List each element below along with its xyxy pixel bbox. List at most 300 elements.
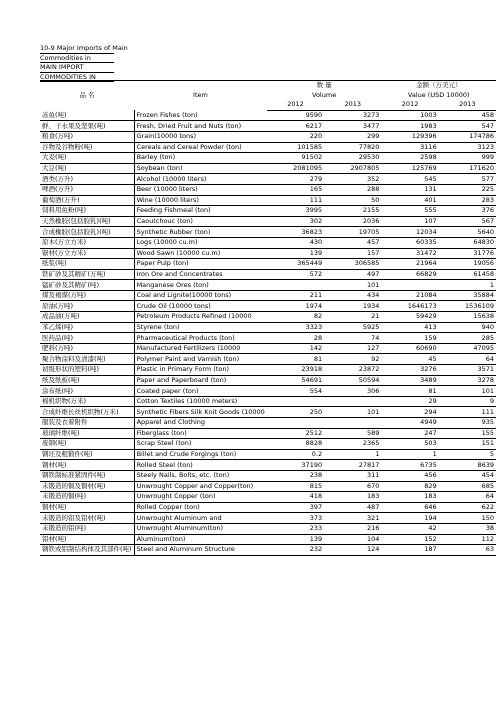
- cell-item-en: Cereals and Cereal Powder (ton): [134, 142, 267, 153]
- table-row: [40, 248, 496, 259]
- table-row: [40, 312, 496, 323]
- cell-value-2013: 155: [439, 428, 496, 439]
- cell-name-cn: 鲜、干水果及坚果(吨): [40, 121, 134, 132]
- cell-volume-2013: 3477: [324, 121, 381, 132]
- cell-volume-2012: 2081095: [267, 163, 324, 174]
- cell-item-en: Unwrought Aluminum(ton): [134, 523, 267, 534]
- cell-value-2012: 646: [381, 502, 438, 513]
- cell-item-en: Steel and Aluminum Structure: [134, 545, 267, 556]
- cell-value-2012: 2598: [381, 153, 438, 164]
- cell-value-2012: 3276: [381, 365, 438, 376]
- cell-name-cn: 天然橡胶(包括胶乳)(吨): [40, 216, 134, 227]
- cell-volume-2013: 101: [324, 280, 381, 291]
- cell-value-2013: 285: [439, 333, 496, 344]
- header-volume-cn: 数 量: [267, 81, 382, 91]
- cell-volume-2012: 430: [267, 237, 324, 248]
- cell-item-en: Plastic in Primary Form (ton): [134, 365, 267, 376]
- cell-value-2013: 9: [439, 396, 496, 407]
- cell-volume-2013: 92: [324, 354, 381, 365]
- cell-item-en: Frozen Fishes (ton): [134, 110, 267, 121]
- cell-volume-2013: 2155: [324, 206, 381, 217]
- table-row: [40, 184, 496, 195]
- cell-volume-2013: 434: [324, 290, 381, 301]
- table-row: [40, 386, 496, 397]
- cell-name-cn: 涂布纸(吨): [40, 386, 134, 397]
- cell-name-cn: 铁矿砂及其精矿(万吨): [40, 269, 134, 280]
- cell-item-en: Synthetic Rubber (ton): [134, 227, 267, 238]
- cell-item-en: Aluminum(ton): [134, 534, 267, 545]
- cell-value-2013: 101: [439, 386, 496, 397]
- cell-value-2012: 545: [381, 174, 438, 185]
- cell-value-2012: 1: [381, 449, 438, 460]
- cell-name-cn: 聚合物涂料及清漆(吨): [40, 354, 134, 365]
- cell-value-2013: 3571: [439, 365, 496, 376]
- cell-item-en: Pharmaceutical Products (ton): [134, 333, 267, 344]
- cell-value-2012: 3116: [381, 142, 438, 153]
- table-row: [40, 206, 496, 217]
- cell-value-2013: 3123: [439, 142, 496, 153]
- table-row: [40, 301, 496, 312]
- cell-name-cn: 废钢(吨): [40, 439, 134, 450]
- cell-volume-2013: 50: [324, 195, 381, 206]
- cell-item-en: Fresh, Dried Fruit and Nuts (ton): [134, 121, 267, 132]
- cell-item-en: Paper Pulp (ton): [134, 259, 267, 270]
- table-row: [40, 481, 496, 492]
- cell-name-cn: 酒类(万升): [40, 174, 134, 185]
- cell-value-2012: 829: [381, 481, 438, 492]
- cell-volume-2012: 0.2: [267, 449, 324, 460]
- cell-name-cn: 成品油(万吨): [40, 312, 134, 323]
- cell-volume-2012: 554: [267, 386, 324, 397]
- cell-volume-2013: 299: [324, 131, 381, 142]
- cell-value-2012: 129396: [381, 131, 438, 142]
- table-row: [40, 110, 496, 121]
- cell-value-2013: 577: [439, 174, 496, 185]
- table-row: [40, 396, 496, 407]
- cell-item-en: Coated paper (ton): [134, 386, 267, 397]
- cell-volume-2012: 302: [267, 216, 324, 227]
- cell-name-cn: 啤酒(万升): [40, 184, 134, 195]
- cell-volume-2012: 91502: [267, 153, 324, 164]
- cell-value-2013: 622: [439, 502, 496, 513]
- table-row: [40, 460, 496, 471]
- cell-item-en: Billet and Crude Forgings (ton): [134, 449, 267, 460]
- cell-volume-2013: 306585: [324, 259, 381, 270]
- cell-name-cn: 煤及褐煤(万吨): [40, 290, 134, 301]
- cell-name-cn: 纸及纸板(吨): [40, 375, 134, 386]
- cell-volume-2012: 101585: [267, 142, 324, 153]
- cell-name-cn: 原油(万吨): [40, 301, 134, 312]
- cell-item-en: Wine (10000 liters): [134, 195, 267, 206]
- cell-volume-2013: 77820: [324, 142, 381, 153]
- cell-volume-2013: 2907805: [324, 163, 381, 174]
- cell-volume-2012: 2512: [267, 428, 324, 439]
- cell-name-cn: 大麦(吨): [40, 153, 134, 164]
- cell-volume-2012: 238: [267, 470, 324, 481]
- cell-item-en: Polymer Paint and Varnish (ton): [134, 354, 267, 365]
- cell-volume-2012: 139: [267, 534, 324, 545]
- table-row: [40, 142, 496, 153]
- cell-value-2012: 401: [381, 195, 438, 206]
- cell-volume-2013: [324, 418, 381, 429]
- cell-volume-2013: 101: [324, 407, 381, 418]
- table-row: [40, 418, 496, 429]
- cell-item-en: Caoutchouc (ton): [134, 216, 267, 227]
- cell-value-2012: 45: [381, 354, 438, 365]
- cell-name-cn: 饲料用鱼粉(吨): [40, 206, 134, 217]
- cell-volume-2012: 37190: [267, 460, 324, 471]
- cell-value-2012: 29: [381, 396, 438, 407]
- table-row: [40, 502, 496, 513]
- cell-value-2013: 940: [439, 322, 496, 333]
- header-year: 2013: [324, 100, 381, 110]
- cell-name-cn: 未锻造的铝(吨): [40, 523, 134, 534]
- cell-volume-2012: 572: [267, 269, 324, 280]
- cell-volume-2012: 232: [267, 545, 324, 556]
- cell-value-2013: 1: [439, 280, 496, 291]
- cell-value-2012: 503: [381, 439, 438, 450]
- cell-volume-2013: 216: [324, 523, 381, 534]
- header-cn-name: 品 名: [40, 81, 134, 111]
- header-year: 2013: [439, 100, 496, 110]
- table-row: [40, 428, 496, 439]
- cell-volume-2012: 6217: [267, 121, 324, 132]
- cell-value-2013: 151: [439, 439, 496, 450]
- table-row: [40, 375, 496, 386]
- cell-value-2012: 1646173: [381, 301, 438, 312]
- cell-value-2013: 112: [439, 534, 496, 545]
- cell-value-2012: 247: [381, 428, 438, 439]
- cell-volume-2013: 127: [324, 343, 381, 354]
- table-row: [40, 269, 496, 280]
- cell-value-2012: [381, 280, 438, 291]
- cell-value-2013: 225: [439, 184, 496, 195]
- cell-volume-2012: [267, 418, 324, 429]
- cell-value-2013: 35884: [439, 290, 496, 301]
- cell-value-2013: 3278: [439, 375, 496, 386]
- table-row: [40, 343, 496, 354]
- import-table: [40, 80, 496, 556]
- cell-volume-2012: 397: [267, 502, 324, 513]
- cell-value-2013: 454: [439, 470, 496, 481]
- cell-value-2013: 8639: [439, 460, 496, 471]
- cell-volume-2012: 54691: [267, 375, 324, 386]
- cell-name-cn: 冻鱼(吨): [40, 110, 134, 121]
- cell-name-cn: 钢铁或铝制结构体及其部件(吨): [40, 545, 134, 556]
- table-row: [40, 439, 496, 450]
- cell-volume-2013: 74: [324, 333, 381, 344]
- cell-volume-2013: 29530: [324, 153, 381, 164]
- cell-value-2013: 1536109: [439, 301, 496, 312]
- cell-volume-2012: 3995: [267, 206, 324, 217]
- table-row: [40, 290, 496, 301]
- cell-volume-2013: 457: [324, 237, 381, 248]
- table-row: [40, 513, 496, 524]
- cell-value-2013: 150: [439, 513, 496, 524]
- cell-value-2012: 187: [381, 545, 438, 556]
- cell-value-2012: 194: [381, 513, 438, 524]
- cell-name-cn: 玻璃纤维(吨): [40, 428, 134, 439]
- cell-value-2012: 4949: [381, 418, 438, 429]
- cell-value-2012: 59429: [381, 312, 438, 323]
- cell-volume-2012: 211: [267, 290, 324, 301]
- cell-item-en: Logs (10000 cu.m): [134, 237, 267, 248]
- cell-volume-2012: 165: [267, 184, 324, 195]
- cell-value-2012: 1003: [381, 110, 438, 121]
- cell-volume-2012: 142: [267, 343, 324, 354]
- cell-value-2012: 60335: [381, 237, 438, 248]
- cell-value-2013: 283: [439, 195, 496, 206]
- header-year: 2012: [381, 100, 438, 110]
- cell-name-cn: 钢铁制标准紧固件(吨): [40, 470, 134, 481]
- cell-volume-2012: 9590: [267, 110, 324, 121]
- cell-volume-2013: 50594: [324, 375, 381, 386]
- cell-value-2012: 21964: [381, 259, 438, 270]
- cell-value-2013: 174786: [439, 131, 496, 142]
- cell-value-2013: 19056: [439, 259, 496, 270]
- cell-volume-2012: 23918: [267, 365, 324, 376]
- cell-item-en: Barley (ton): [134, 153, 267, 164]
- cell-value-2013: 935: [439, 418, 496, 429]
- title-line: COMMODITIES IN: [40, 73, 114, 83]
- cell-value-2013: 31776: [439, 248, 496, 259]
- title-line: MAIN IMPORT: [40, 63, 114, 73]
- cell-value-2012: 183: [381, 492, 438, 503]
- cell-value-2013: 5: [439, 449, 496, 460]
- table-row: [40, 322, 496, 333]
- cell-volume-2012: 36823: [267, 227, 324, 238]
- cell-volume-2012: 81: [267, 354, 324, 365]
- cell-value-2013: 458: [439, 110, 496, 121]
- cell-volume-2013: 1: [324, 449, 381, 460]
- cell-item-en: Synthetic Fibers Silk Knit Goods (10000: [134, 407, 267, 418]
- cell-value-2013: 61458: [439, 269, 496, 280]
- cell-volume-2012: 279: [267, 174, 324, 185]
- cell-volume-2013: 2365: [324, 439, 381, 450]
- table-row: [40, 449, 496, 460]
- cell-volume-2013: 352: [324, 174, 381, 185]
- cell-volume-2013: 321: [324, 513, 381, 524]
- cell-item-en: Wood Sawn (10000 cu.m): [134, 248, 267, 259]
- cell-value-2013: 376: [439, 206, 496, 217]
- cell-name-cn: 肥料(万吨): [40, 343, 134, 354]
- cell-volume-2013: 288: [324, 184, 381, 195]
- cell-volume-2012: 8828: [267, 439, 324, 450]
- cell-volume-2012: 233: [267, 523, 324, 534]
- cell-value-2013: 567: [439, 216, 496, 227]
- cell-item-en: Scrap Steel (ton): [134, 439, 267, 450]
- cell-value-2012: 107: [381, 216, 438, 227]
- cell-volume-2013: 5925: [324, 322, 381, 333]
- cell-value-2012: 1983: [381, 121, 438, 132]
- cell-name-cn: 服装及衣着附件: [40, 418, 134, 429]
- cell-item-en: Fiberglass (ton): [134, 428, 267, 439]
- table-row: [40, 534, 496, 545]
- table-row: [40, 174, 496, 185]
- cell-value-2012: 125769: [381, 163, 438, 174]
- cell-name-cn: 铝材(吨): [40, 534, 134, 545]
- cell-item-en: Cotton Textiles (10000 meters): [134, 396, 267, 407]
- cell-value-2013: 64830: [439, 237, 496, 248]
- cell-name-cn: 未锻造的铜(吨): [40, 492, 134, 503]
- cell-value-2012: 413: [381, 322, 438, 333]
- table-row: [40, 121, 496, 132]
- title-line: 10-9 Major Imports of Main: [40, 44, 128, 52]
- cell-value-2013: 5640: [439, 227, 496, 238]
- table-row: [40, 216, 496, 227]
- cell-item-en: Feeding Fishmeal (ton): [134, 206, 267, 217]
- cell-name-cn: 钢坯及粗锻件(吨): [40, 449, 134, 460]
- table-row: [40, 407, 496, 418]
- cell-value-2012: 12034: [381, 227, 438, 238]
- cell-volume-2013: 589: [324, 428, 381, 439]
- cell-volume-2012: 373: [267, 513, 324, 524]
- cell-item-en: Coal and Lignite(10000 tons): [134, 290, 267, 301]
- cell-value-2012: 456: [381, 470, 438, 481]
- cell-volume-2013: 23872: [324, 365, 381, 376]
- cell-item-en: Unwrought Aluminum and: [134, 513, 267, 524]
- cell-value-2013: 64: [439, 492, 496, 503]
- cell-name-cn: 铜材(吨): [40, 502, 134, 513]
- cell-value-2013: 15638: [439, 312, 496, 323]
- cell-name-cn: 医药品(吨): [40, 333, 134, 344]
- table-row: [40, 470, 496, 481]
- cell-name-cn: 合成纤维长丝机织物(万米): [40, 407, 134, 418]
- cell-item-en: Beer (10000 liters): [134, 184, 267, 195]
- cell-name-cn: 纸浆(吨): [40, 259, 134, 270]
- table-row: [40, 523, 496, 534]
- cell-value-2012: 152: [381, 534, 438, 545]
- table-row: [40, 280, 496, 291]
- cell-item-en: Unwrought Copper (ton): [134, 492, 267, 503]
- cell-name-cn: 葡萄酒(万升): [40, 195, 134, 206]
- header-volume-en: Volume: [312, 90, 337, 99]
- cell-value-2013: 63: [439, 545, 496, 556]
- cell-value-2012: 131: [381, 184, 438, 195]
- table-row: [40, 333, 496, 344]
- table-row: [40, 195, 496, 206]
- title-line: Commodities in: [40, 54, 114, 64]
- cell-name-cn: 谷物及谷物粉(吨): [40, 142, 134, 153]
- cell-item-en: Apparel and Clothing: [134, 418, 267, 429]
- cell-value-2013: 111: [439, 407, 496, 418]
- cell-value-2012: 66829: [381, 269, 438, 280]
- cell-name-cn: 原木(万立方米): [40, 237, 134, 248]
- cell-volume-2013: 27817: [324, 460, 381, 471]
- header-value-en: Value (USD 10000): [407, 90, 470, 99]
- table-row: [40, 131, 496, 142]
- cell-name-cn: 锯材(万立方米): [40, 248, 134, 259]
- cell-volume-2012: 139: [267, 248, 324, 259]
- cell-volume-2012: 3323: [267, 322, 324, 333]
- cell-volume-2012: 1974: [267, 301, 324, 312]
- cell-value-2012: 6735: [381, 460, 438, 471]
- cell-volume-2012: 111: [267, 195, 324, 206]
- cell-volume-2013: 2036: [324, 216, 381, 227]
- header-year: 2012: [267, 100, 324, 110]
- cell-value-2012: 31472: [381, 248, 438, 259]
- cell-value-2012: 3489: [381, 375, 438, 386]
- table-row: [40, 237, 496, 248]
- cell-volume-2013: 311: [324, 470, 381, 481]
- table-row: [40, 354, 496, 365]
- cell-volume-2013: 157: [324, 248, 381, 259]
- cell-item-en: Steely Nails, Bolts, etc. (ton): [134, 470, 267, 481]
- cell-volume-2012: [267, 396, 324, 407]
- cell-name-cn: 钢材(吨): [40, 460, 134, 471]
- cell-volume-2012: 250: [267, 407, 324, 418]
- cell-volume-2013: 19705: [324, 227, 381, 238]
- cell-volume-2012: 220: [267, 131, 324, 142]
- cell-value-2013: 547: [439, 121, 496, 132]
- header-item: Item: [134, 81, 267, 111]
- cell-volume-2013: 306: [324, 386, 381, 397]
- cell-volume-2013: 3273: [324, 110, 381, 121]
- cell-value-2012: 60690: [381, 343, 438, 354]
- cell-value-2012: 159: [381, 333, 438, 344]
- cell-volume-2012: [267, 280, 324, 291]
- cell-value-2012: 294: [381, 407, 438, 418]
- table-row: [40, 492, 496, 503]
- table-row: [40, 545, 496, 556]
- cell-value-2013: 999: [439, 153, 496, 164]
- cell-item-en: Paper and Paperboard (ton): [134, 375, 267, 386]
- cell-item-en: Iron Ore and Concentrates: [134, 269, 267, 280]
- cell-volume-2013: 497: [324, 269, 381, 280]
- cell-name-cn: 棉机织物(万米): [40, 396, 134, 407]
- cell-name-cn: 大豆(吨): [40, 163, 134, 174]
- cell-volume-2013: 104: [324, 534, 381, 545]
- cell-name-cn: 粮食(万吨): [40, 131, 134, 142]
- cell-value-2013: 38: [439, 523, 496, 534]
- cell-value-2013: 47095: [439, 343, 496, 354]
- cell-item-en: Petroleum Products Refined (10000: [134, 312, 267, 323]
- cell-name-cn: 合成橡胶(包括胶乳)(吨): [40, 227, 134, 238]
- cell-value-2012: 555: [381, 206, 438, 217]
- header-value-cn: 金额（万美元）: [381, 81, 496, 91]
- cell-volume-2012: 365449: [267, 259, 324, 270]
- cell-value-2012: 21084: [381, 290, 438, 301]
- cell-volume-2012: 815: [267, 481, 324, 492]
- cell-value-2012: 42: [381, 523, 438, 534]
- cell-value-2013: 685: [439, 481, 496, 492]
- table-title: [40, 44, 128, 82]
- cell-volume-2013: 1934: [324, 301, 381, 312]
- table-row: [40, 365, 496, 376]
- cell-name-cn: 苯乙烯(吨): [40, 322, 134, 333]
- cell-name-cn: 锰矿砂及其精矿(吨): [40, 280, 134, 291]
- cell-volume-2013: 183: [324, 492, 381, 503]
- table-row: [40, 153, 496, 164]
- table-body: [40, 110, 496, 555]
- cell-volume-2013: 487: [324, 502, 381, 513]
- cell-volume-2012: 418: [267, 492, 324, 503]
- cell-volume-2012: 28: [267, 333, 324, 344]
- cell-name-cn: 未锻造的铝及铝材(吨): [40, 513, 134, 524]
- cell-name-cn: 初级形状的塑料(吨): [40, 365, 134, 376]
- table-row: [40, 259, 496, 270]
- cell-item-en: Rolled Copper (ton): [134, 502, 267, 513]
- cell-volume-2013: 124: [324, 545, 381, 556]
- cell-item-en: Manufactured Fertilizers (10000: [134, 343, 267, 354]
- cell-item-en: Rolled Steel (ton): [134, 460, 267, 471]
- cell-volume-2012: 82: [267, 312, 324, 323]
- cell-volume-2013: [324, 396, 381, 407]
- cell-item-en: Grain(10000 tons): [134, 131, 267, 142]
- table-row: [40, 163, 496, 174]
- cell-item-en: Manganese Ores (ton): [134, 280, 267, 291]
- cell-item-en: Soybean (ton): [134, 163, 267, 174]
